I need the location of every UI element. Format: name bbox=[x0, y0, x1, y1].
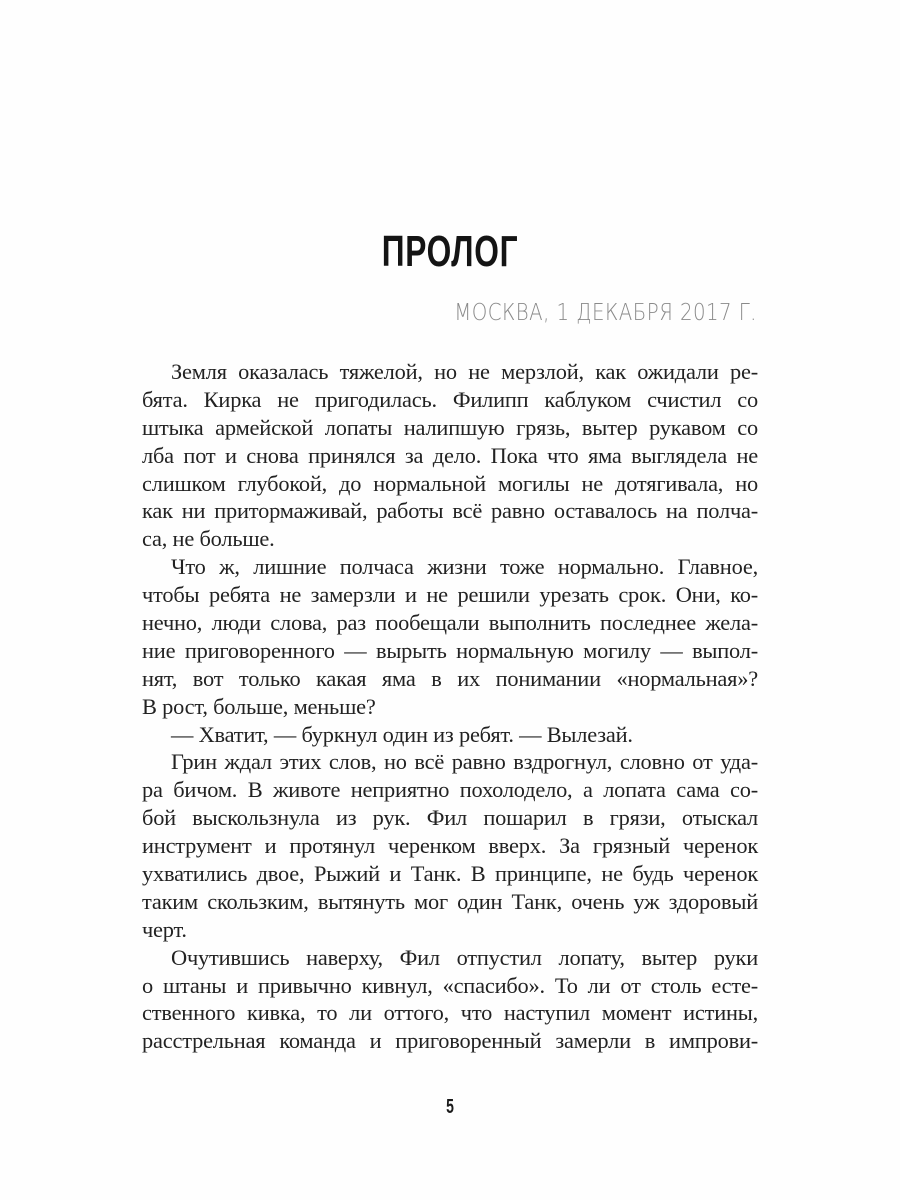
text-line-content: бой выскользнула из рук. Фил пошарил в грязи, отыскал bbox=[142, 805, 758, 831]
text-line bbox=[142, 972, 758, 1000]
text-line-content: Земля оказалась тяжелой, но не мерзлой, как ожидали ре- bbox=[171, 359, 758, 384]
text-line-content: черт. bbox=[142, 916, 187, 942]
text-line bbox=[142, 665, 758, 693]
text-line bbox=[142, 386, 758, 414]
text-line bbox=[142, 776, 758, 804]
text-line-content: расстрельная команда и приговоренный замерли в импрови- bbox=[142, 1028, 758, 1054]
text-line bbox=[142, 748, 758, 776]
text-line-content: как ни притормаживай, работы всё равно оставалось на полча- bbox=[142, 498, 758, 524]
text-line bbox=[142, 804, 758, 832]
text-line bbox=[142, 525, 758, 553]
text-line bbox=[142, 860, 758, 888]
text-line bbox=[142, 693, 758, 721]
text-line bbox=[142, 637, 758, 665]
text-line bbox=[142, 414, 758, 442]
text-line bbox=[142, 609, 758, 637]
text-line-content: Очутившись наверху, Фил отпустил лопату, вытер руки bbox=[171, 944, 758, 970]
chapter-title: ПРОЛОГ bbox=[381, 227, 519, 276]
text-line-content: нечно, люди слова, раз пообещали выполнить последнее жела- bbox=[142, 610, 758, 636]
text-line-content: Что ж, лишние полчаса жизни тоже нормально. Главное, bbox=[171, 554, 758, 580]
text-line bbox=[142, 944, 758, 972]
text-line-content: нят, вот только какая яма в их понимании «нормальная»? bbox=[142, 665, 758, 691]
text-line bbox=[142, 832, 758, 860]
text-line bbox=[142, 1027, 758, 1055]
text-line-content: — Хватит, — буркнул один из ребят. — Вылезай. bbox=[171, 721, 633, 747]
text-line bbox=[142, 553, 758, 581]
text-line bbox=[142, 497, 758, 525]
text-line-content: чтобы ребята не замерзли и не решили урезать срок. Они, ко- bbox=[142, 582, 758, 608]
text-line-content: бята. Кирка не пригодилась. Филипп каблуком счистил со bbox=[142, 386, 758, 412]
text-line-content: ственного кивка, то ли оттого, что наступил момент истины, bbox=[142, 1000, 758, 1026]
text-line-content: В рост, больше, меньше? bbox=[142, 693, 376, 719]
text-line-content: Грин ждал этих слов, но всё равно вздрогнул, словно от уда- bbox=[171, 749, 758, 775]
body-text bbox=[142, 358, 758, 1055]
text-line bbox=[142, 581, 758, 609]
text-line-content: слишком глубокой, до нормальной могилы не дотягивала, но bbox=[142, 470, 758, 496]
text-line-content: ра бичом. В животе неприятно похолодело, а лопата сама со- bbox=[142, 777, 758, 803]
chapter-subtitle-place-date: МОСКВА, 1 ДЕКАБРЯ 2017 Г. bbox=[454, 300, 757, 326]
text-line bbox=[142, 358, 758, 386]
text-line-content: штыка армейской лопаты налипшую грязь, вытер рукавом со bbox=[142, 414, 758, 440]
text-line-content: са, не больше. bbox=[142, 526, 275, 552]
page-number: 5 bbox=[446, 1096, 454, 1118]
text-line bbox=[142, 442, 758, 470]
text-line-content: о штаны и привычно кивнул, «спасибо». То ли от столь есте- bbox=[142, 972, 758, 998]
text-line bbox=[142, 999, 758, 1027]
text-line-content: таким скользким, вытянуть мог один Танк, очень уж здоровый bbox=[142, 888, 758, 914]
text-line-content: инструмент и протянул черенком вверх. За грязный черенок bbox=[142, 833, 758, 859]
text-line-content: лба пот и снова принялся за дело. Пока что яма выглядела не bbox=[142, 442, 758, 468]
text-line bbox=[142, 888, 758, 916]
text-line-content: ние приговоренного — вырыть нормальную могилу — выпол- bbox=[142, 637, 758, 663]
text-line-content: ухватились двое, Рыжий и Танк. В принципе, не будь черенок bbox=[142, 861, 758, 887]
text-line bbox=[142, 721, 758, 749]
text-line bbox=[142, 916, 758, 944]
text-line bbox=[142, 470, 758, 498]
